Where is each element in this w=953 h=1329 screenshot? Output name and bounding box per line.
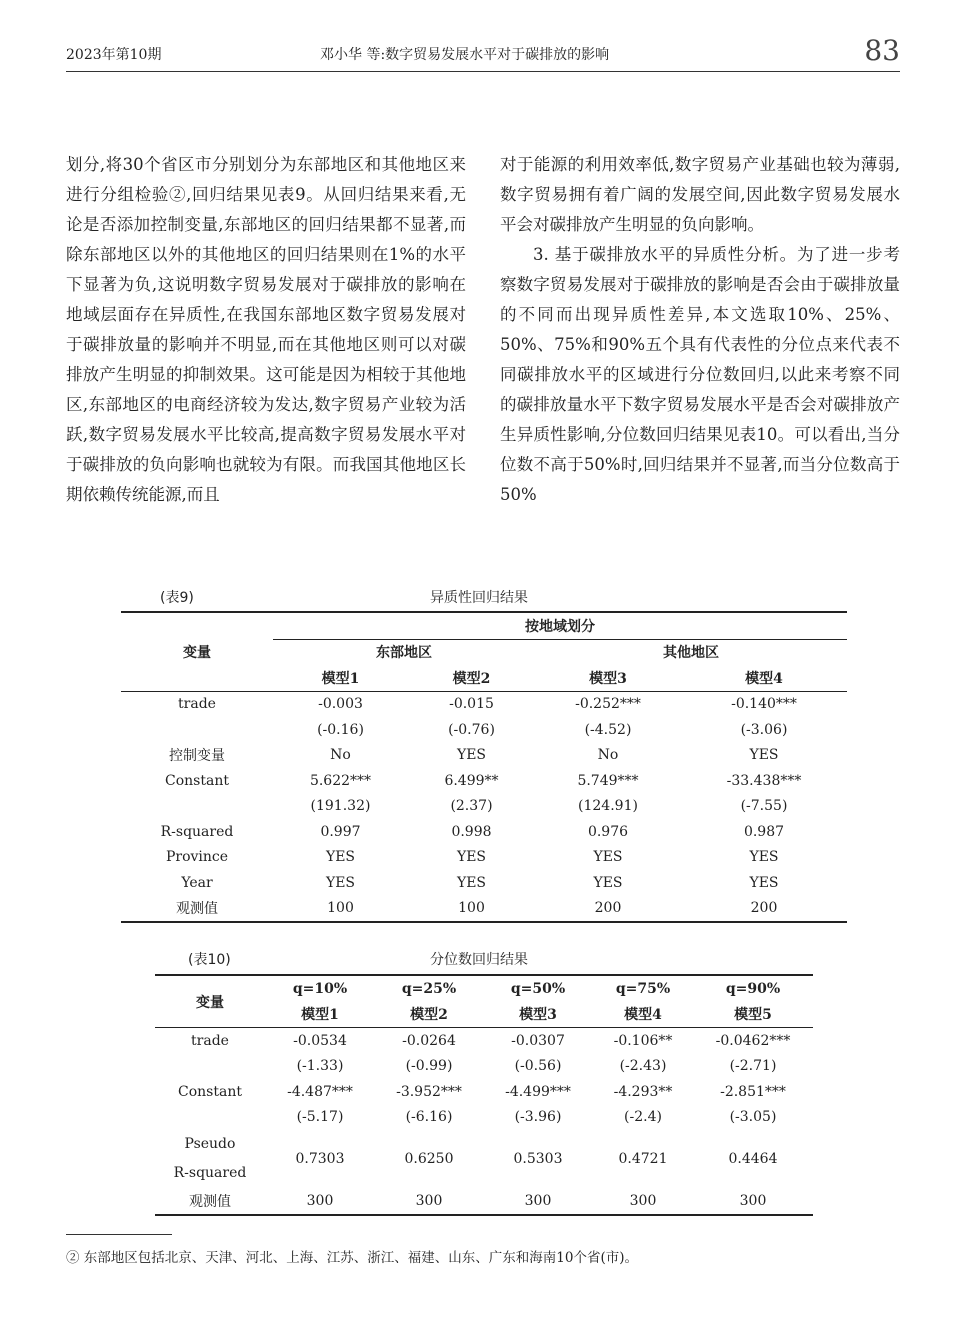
cell: (-0.76)	[448, 721, 495, 738]
quantile-header: q=10%	[292, 980, 348, 997]
right-column-paragraph-1: 对于能源的利用效率低,数字贸易产业基础也较为薄弱,数字贸易拥有着广阔的发展空间,因此数字贸易发展水平会对碳排放产生明显的负向影响。	[500, 155, 900, 234]
row-label: 观测值	[176, 901, 218, 918]
cell: -4.487***	[287, 1083, 353, 1100]
table-row	[121, 768, 847, 794]
cell: 0.997	[320, 823, 361, 840]
cell: (-3.06)	[740, 721, 788, 738]
left-column-text: 划分,将30个省区市分别划分为东部地区和其他地区来进行分组检验②,回归结果见表9。从回归结果来看,无论是否添加控制变量,东部地区的回归结果都不显著,而除东部地区以外的其他地区的回归结果则在1%的水平下显著为负,这说明数字贸易发展对于碳排放的影响在地域层面存在异质性,在我国东部地区数字贸易发展对于碳排放量的影响并不明显,而在其他地区则可以对碳排放产生明显的抑制效果。这可能是因为相较于其他地区,东部地区的电商经济较为发达,数字贸易产业较为活跃,数字贸易发展水平比较高,提高数字贸易发展水平对于碳排放的负向影响也就较为有限。而我国其他地区长期依赖传统能源,而且	[66, 155, 466, 504]
row-label: Constant	[165, 772, 229, 789]
cell: 300	[306, 1192, 334, 1209]
cell: 100	[327, 900, 354, 917]
model-header: 模型4	[745, 670, 783, 687]
row-label: 控制变量	[169, 748, 225, 765]
cell: 5.749***	[577, 772, 639, 789]
cell: -0.015	[449, 696, 494, 713]
cell: -0.140***	[731, 696, 797, 713]
cell: 5.622***	[309, 772, 372, 789]
group-header: 按地域划分	[273, 612, 847, 639]
cell: 300	[629, 1192, 657, 1209]
table9	[121, 611, 847, 923]
table-row	[121, 819, 847, 845]
table-row	[121, 794, 847, 820]
table-row	[155, 1130, 813, 1188]
cell: (-0.99)	[405, 1058, 453, 1075]
cell: (2.37)	[450, 798, 493, 815]
cell: YES	[749, 747, 779, 764]
cell: (-2.71)	[729, 1058, 777, 1075]
row-label-line: Pseudo	[184, 1136, 236, 1152]
cell: (124.91)	[578, 798, 638, 815]
cell: No	[330, 747, 351, 764]
row-label: trade	[191, 1032, 229, 1049]
cell: 300	[524, 1192, 552, 1209]
right-column	[500, 150, 900, 510]
row-label	[155, 1054, 265, 1080]
table-row	[155, 1028, 813, 1054]
cell: 0.4464	[728, 1151, 778, 1167]
table10	[155, 974, 813, 1216]
cell: YES	[749, 874, 779, 891]
cell: YES	[456, 849, 487, 866]
table-row	[155, 975, 813, 1002]
row-label	[155, 1130, 265, 1188]
footnote-rule	[66, 1234, 172, 1235]
cell: 0.987	[743, 823, 785, 840]
cell: (-3.96)	[514, 1109, 562, 1126]
cell: (-1.33)	[296, 1058, 344, 1075]
cell: YES	[593, 849, 623, 866]
table-row	[155, 1188, 813, 1215]
group-other: 其他地区	[663, 645, 719, 662]
cell: -4.293**	[613, 1083, 673, 1100]
table10-label: (表10)	[188, 952, 231, 968]
quantile-header: q=75%	[615, 980, 671, 997]
var-header: 变量	[183, 644, 211, 661]
cell: 0.976	[587, 823, 629, 840]
row-label: Constant	[178, 1083, 242, 1100]
quantile-header: q=50%	[510, 980, 566, 997]
row-label: Province	[165, 849, 229, 866]
table-row	[155, 1079, 813, 1105]
cell: -33.438***	[726, 772, 802, 789]
cell: 0.5303	[513, 1151, 563, 1167]
cell: No	[597, 747, 619, 764]
table-row	[121, 870, 847, 896]
quantile-header: q=25%	[401, 980, 457, 997]
var-header: 变量	[196, 994, 224, 1011]
cell: YES	[456, 747, 487, 764]
model-header: 模型5	[734, 1007, 772, 1024]
cell: (-0.16)	[317, 721, 364, 738]
table-row	[155, 1054, 813, 1080]
cell: YES	[456, 874, 487, 891]
cell: (-6.16)	[405, 1109, 453, 1126]
cell: YES	[749, 849, 779, 866]
table10-title: 分位数回归结果	[430, 952, 528, 968]
group-east: 东部地区	[376, 645, 432, 662]
table-row	[121, 691, 847, 717]
cell: -0.252***	[575, 696, 641, 713]
cell: -3.952***	[396, 1083, 462, 1100]
row-label-line: R-squared	[173, 1165, 247, 1181]
row-label	[155, 1105, 265, 1131]
table-row	[121, 743, 847, 769]
header-rule	[66, 71, 900, 72]
cell: -4.499***	[505, 1083, 571, 1100]
cell: 0.4721	[618, 1151, 668, 1167]
footnote: ② 东部地区包括北京、天津、河北、上海、江苏、浙江、福建、山东、广东和海南10个省(市)。	[66, 1250, 639, 1266]
row-label	[121, 717, 273, 743]
cell: -0.0264	[402, 1032, 456, 1049]
quantile-header: q=90%	[725, 980, 781, 997]
cell: 6.499**	[444, 772, 499, 789]
running-title: 邓小华 等:数字贸易发展水平对于碳排放的影响	[320, 47, 610, 63]
model-header: 模型1	[301, 1007, 339, 1024]
cell: -2.851***	[720, 1083, 786, 1100]
row-label: trade	[178, 696, 216, 713]
cell: YES	[325, 874, 356, 891]
table9-label: (表9)	[160, 590, 194, 606]
cell: (-3.05)	[729, 1109, 777, 1126]
cell: 0.7303	[295, 1151, 345, 1167]
model-header: 模型1	[321, 670, 360, 687]
cell: 0.6250	[404, 1151, 454, 1167]
cell: 100	[458, 900, 485, 917]
left-column	[66, 150, 466, 510]
cell: YES	[325, 849, 356, 866]
cell: (-2.4)	[624, 1109, 662, 1126]
cell: (-7.55)	[740, 798, 788, 815]
table-row	[121, 717, 847, 743]
row-label: 观测值	[189, 1193, 231, 1210]
model-header: 模型2	[410, 1007, 448, 1024]
cell: 300	[415, 1192, 443, 1209]
cell: 300	[739, 1192, 767, 1209]
cell: (-2.43)	[619, 1058, 667, 1075]
cell: -0.003	[318, 696, 363, 713]
cell: -0.106**	[613, 1032, 673, 1049]
model-header: 模型3	[519, 1007, 557, 1024]
cell: 0.998	[451, 823, 492, 840]
cell: -0.0462***	[715, 1032, 791, 1049]
table-row	[121, 845, 847, 871]
cell: (191.32)	[310, 798, 371, 815]
cell: (-5.17)	[296, 1109, 344, 1126]
cell: YES	[593, 874, 623, 891]
cell: 200	[750, 900, 778, 917]
page-number: 83	[864, 34, 900, 67]
model-header: 模型2	[452, 670, 491, 687]
row-label	[121, 794, 273, 820]
cell: (-4.52)	[584, 721, 632, 738]
row-label: R-squared	[160, 823, 234, 840]
model-header: 模型4	[624, 1007, 662, 1024]
right-column-paragraph-2: 3. 基于碳排放水平的异质性分析。为了进一步考察数字贸易发展对于碳排放的影响是否会由于碳排放量的不同而出现异质性差异,本文选取10%、25%、50%、75%和90%五个具有代表性的分位点来代表不同碳排放水平的区域进行分位数回归,以此来考察不同的碳排放量水平下数字贸易发展水平是否会对碳排放产生异质性影响,分位数回归结果见表10。可以看出,当分位数不高于50%时,回归结果并不显著,而当分位数高于50%	[500, 245, 900, 504]
row-label: Year	[181, 874, 213, 891]
table-row	[155, 1105, 813, 1131]
table9-title: 异质性回归结果	[430, 590, 528, 606]
cell: 200	[594, 900, 622, 917]
table-row	[121, 896, 847, 923]
cell: (-0.56)	[514, 1058, 562, 1075]
issue-label: 2023年第10期	[66, 47, 162, 63]
cell: -0.0534	[293, 1032, 347, 1049]
cell: -0.0307	[511, 1032, 565, 1049]
running-header	[66, 34, 900, 68]
table-row	[121, 612, 847, 639]
model-header: 模型3	[589, 670, 627, 687]
